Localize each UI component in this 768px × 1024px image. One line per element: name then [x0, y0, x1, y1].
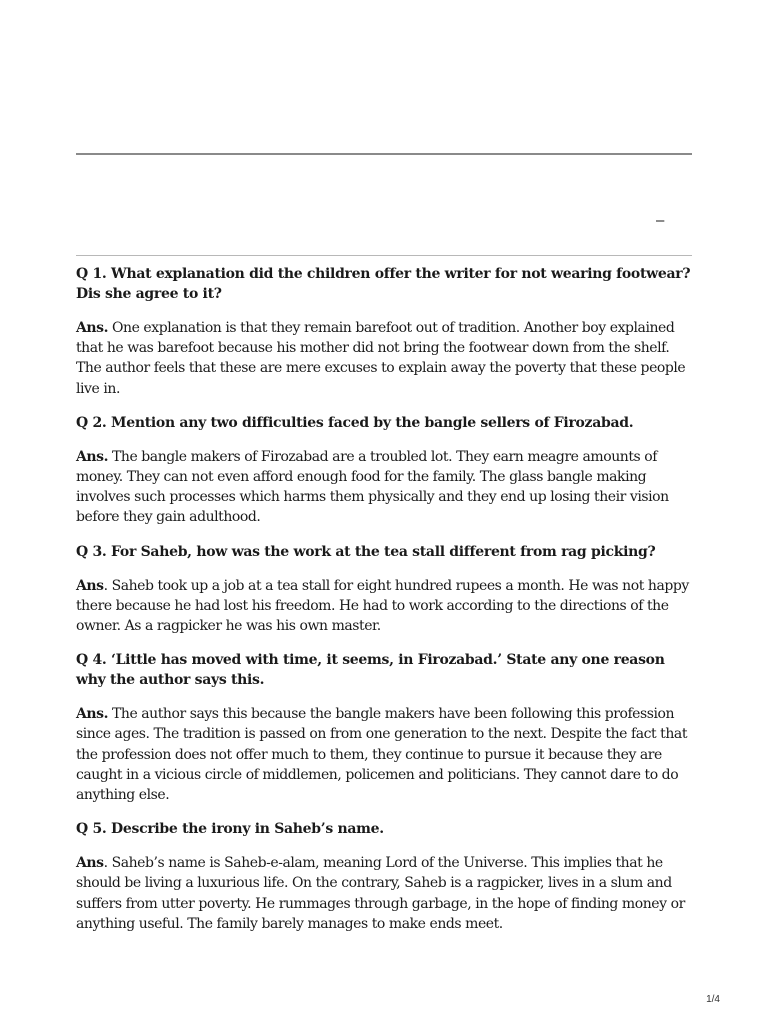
answer-label: Ans [76, 577, 104, 594]
answer-text: The author says this because the bangle makers have been following this profession since ages. The tradition is passed on from one generation to the next. Despite the fact that the profession does not offer much to them, they continue to pursue it because they are caught in a vicious circle of middlemen, policemen and politicians. They cannot dare to do anything else. [76, 706, 687, 804]
question-4: Q 4. ‘Little has moved with time, it seems, in Firozabad.’ State any one reason why the author says this. [76, 652, 665, 689]
question-5: Q 5. Describe the irony in Saheb’s name. [76, 821, 384, 838]
answer-text: The bangle makers of Firozabad are a troubled lot. They earn meagre amounts of money. They can not even afford enough food for the family. The glass bangle making involves such processes which harms them physically and they end up losing their vision before they gain adulthood. [76, 448, 669, 526]
question-1: Q 1. What explanation did the children offer the writer for not wearing footwear? Dis she agree to it? [76, 266, 691, 302]
answer-label: Ans. [76, 320, 108, 336]
dash-mark: – [656, 212, 665, 229]
answer-1 [76, 318, 698, 399]
answer-2 [76, 447, 698, 528]
answer-3 [76, 576, 698, 637]
question-3: Q 3. For Saheb, how was the work at the tea stall different from rag picking? [76, 543, 656, 560]
answer-label: Ans. [76, 706, 108, 723]
answer-text: . Saheb took up a job at a tea stall for eight hundred rupees a month. He was not happy there because he had lost his freedom. He had to work according to the directions of the owner. As a ragpicker he was his own master. [76, 577, 689, 635]
content-divider [76, 255, 692, 256]
answer-4 [76, 704, 698, 805]
question-2: Q 2. Mention any two difficulties faced by the bangle sellers of Firozabad. [76, 414, 634, 431]
answer-text: . Saheb’s name is Saheb-e-alam, meaning Lord of the Universe. This implies that he should be living a luxurious life. On the contrary, Saheb is a ragpicker, lives in a slum and suffers from utter poverty. He rummages through garbage, in the hope of finding money or anything useful. The family barely manages to make ends meet. [76, 855, 685, 932]
page-indicator: 1/4 [706, 994, 720, 1005]
answer-label: Ans [76, 855, 104, 872]
top-divider [76, 153, 692, 155]
answer-text: One explanation is that they remain barefoot out of tradition. Another boy explained that he was barefoot because his mother did not bring the footwear down from the shelf. The author feels that these are mere excuses to explain away the poverty that these people live in. [76, 320, 686, 397]
answer-label: Ans. [76, 448, 108, 465]
qa-content [76, 264, 698, 948]
answer-5 [76, 853, 698, 934]
